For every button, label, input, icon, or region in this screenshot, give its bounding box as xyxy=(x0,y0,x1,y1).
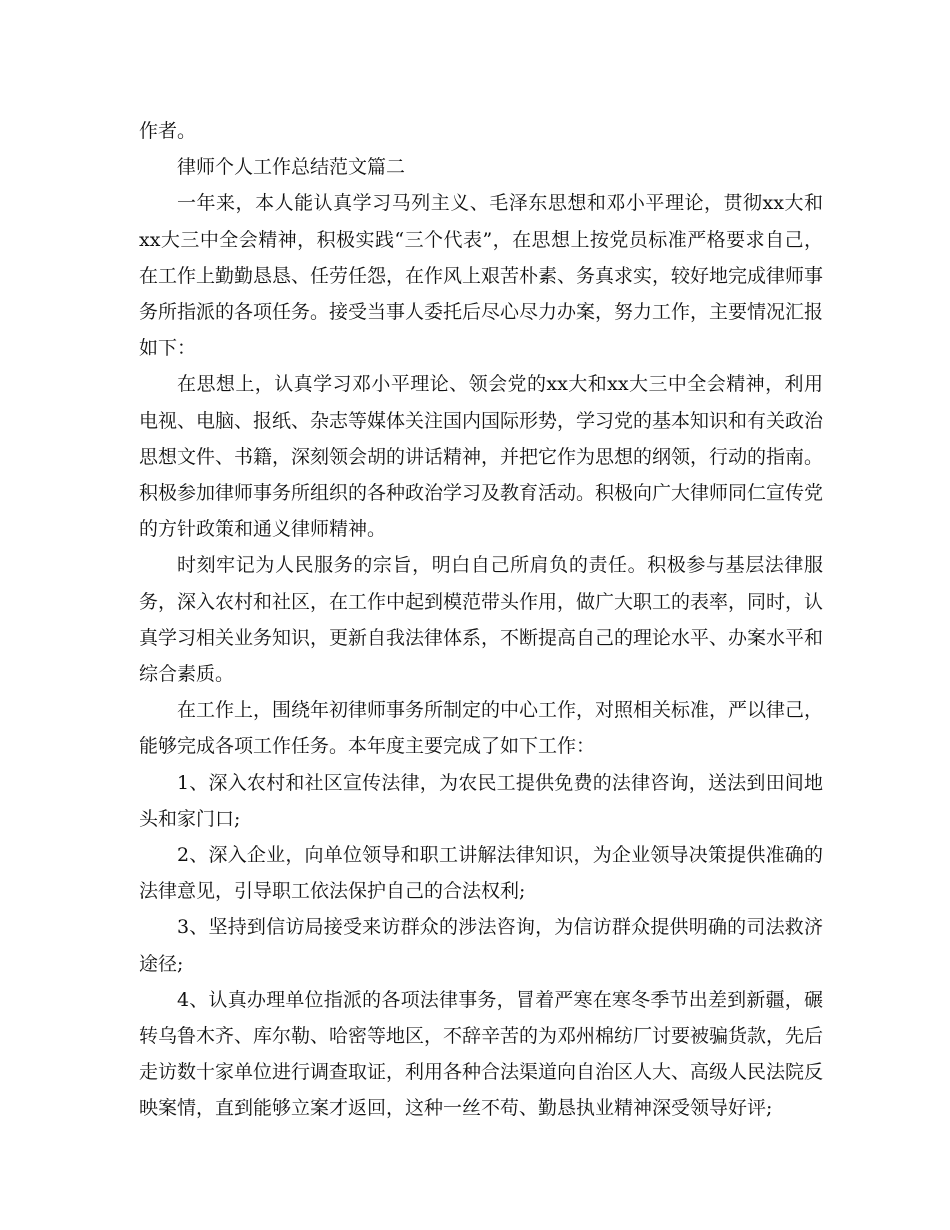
list-item-4: 4、认真办理单位指派的各项法律事务，冒着严寒在寒冬季节出差到新疆，碾转乌鲁木齐、库尔勒、哈密等地区，不辞辛苦的为邓州棉纺厂讨要被骗货款，先后走访数十家单位进行调查取证，利用各种合法渠道向自治区人大、高级人民法院反映案情，直到能够立案才返回，这种一丝不苟、勤恳执业精神深受领导好评; xyxy=(139,988,824,1120)
paragraph-service: 时刻牢记为人民服务的宗旨，明白自己所肩负的责任。积极参与基层法律服务，深入农村和社区，在工作中起到模范带头作用，做广大职工的表率，同时，认真学习相关业务知识，更新自我法律体系，不断提高自己的理论水平、办案水平和综合素质。 xyxy=(139,554,824,686)
list-item-2: 2、深入企业，向单位领导和职工讲解法律知识，为企业领导决策提供准确的法律意见，引导职工依法保护自己的合法权利; xyxy=(139,844,823,903)
list-item-1: 1、深入农村和社区宣传法律，为农民工提供免费的法律咨询，送法到田间地头和家门口; xyxy=(139,771,823,830)
paragraph-ideology: 在思想上，认真学习邓小平理论、领会党的xx大和xx大三中全会精神，利用电视、电脑、报纸、杂志等媒体关注国内国际形势，学习党的基本知识和有关政治思想文件、书籍，深刻领会胡的讲话精神，并把它作为思想的纲领，行动的指南。积极参加律师事务所组织的各种政治学习及教育活动。积极向广大律师同仁宣传党的方针政策和通义律师精神。 xyxy=(139,373,824,541)
list-item-3: 3、坚持到信访局接受来访群众的涉法咨询，为信访群众提供明确的司法救济途径; xyxy=(139,916,823,975)
paragraph-continuation: 作者。 xyxy=(139,120,197,142)
paragraph-intro: 一年来，本人能认真学习马列主义、毛泽东思想和邓小平理论，贯彻xx大和xx大三中全会精神，积极实践“三个代表”，在思想上按党员标准严格要求自己，在工作上勤勤恳恳、任劳任怨，在作风上艰苦朴素、务真求实，较好地完成律师事务所指派的各项任务。接受当事人委托后尽心尽力办案，努力工作，主要情况汇报如下： xyxy=(139,192,824,360)
document-body xyxy=(139,113,823,1127)
section-heading: 律师个人工作总结范文篇二 xyxy=(177,156,406,179)
paragraph-work: 在工作上，围绕年初律师事务所制定的中心工作，对照相关标准，严以律己，能够完成各项工作任务。本年度主要完成了如下工作： xyxy=(139,699,824,758)
